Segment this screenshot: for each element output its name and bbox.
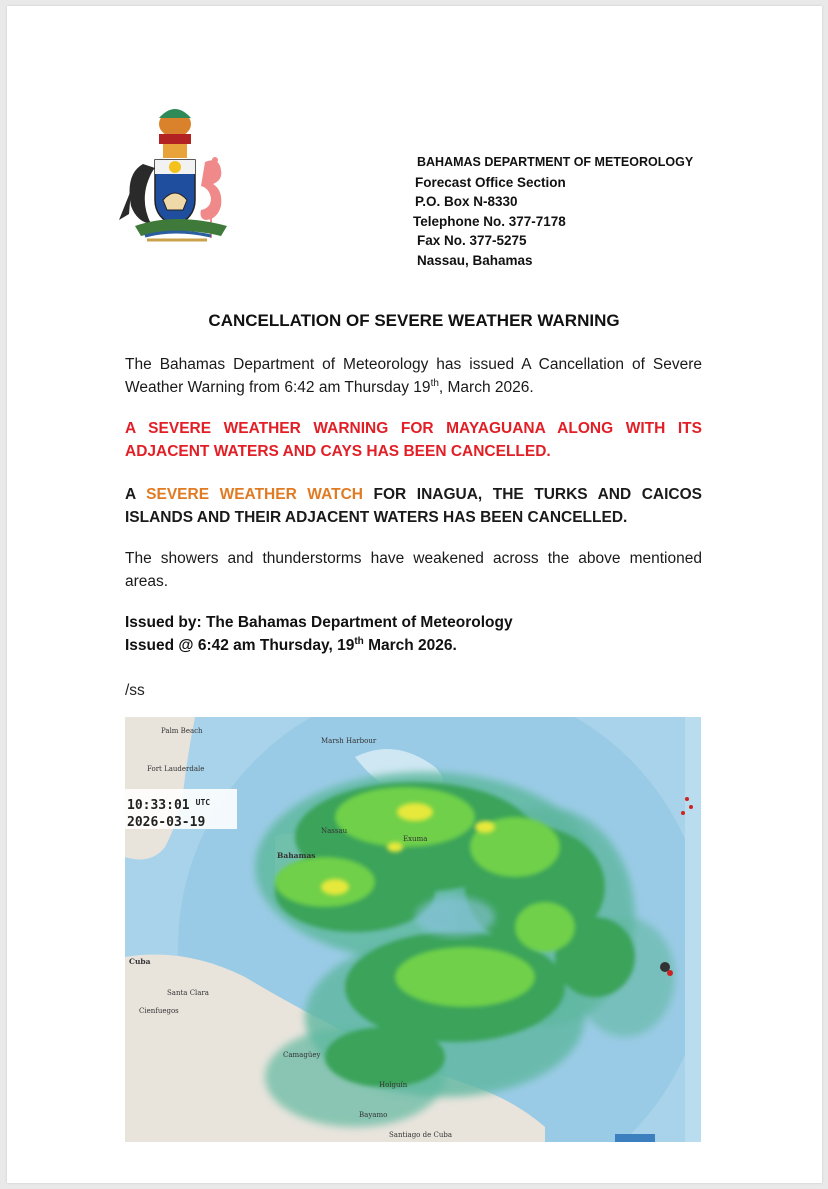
radar-time: 10:33:01: [127, 798, 190, 813]
place-label-nassau: Nassau: [321, 827, 348, 835]
issued-by: Issued by: The Bahamas Department of Meteorology: [125, 614, 513, 631]
place-label-palm-beach: Palm Beach: [161, 727, 203, 735]
watch-lead: A: [125, 486, 147, 503]
severe-weather-watch-highlight: SEVERE WEATHER WATCH: [146, 486, 363, 503]
paragraph1-end: , March 2026.: [438, 379, 534, 396]
paragraph1-text: The Bahamas Department of Meteorology has issued A Cancellation of Severe Weather Warning from 6:42 am Thursday 19: [125, 356, 702, 396]
warning-cancelled-paragraph: A SEVERE WEATHER WARNING FOR MAYAGUANA ALONG WITH ITS ADJACENT WATERS AND CAYS HAS BEEN CANCELLED.: [125, 420, 702, 460]
issued-at-end: March 2026.: [363, 637, 457, 654]
bahamas-coat-of-arms-emblem: [115, 104, 241, 246]
telephone-number: Telephone No. 377-7178: [413, 213, 566, 229]
issued-at-ordinal: th: [354, 635, 364, 647]
signoff-initials: /ss: [125, 682, 145, 699]
place-label-cuba: Cuba: [129, 957, 151, 966]
fax-number: Fax No. 377-5275: [417, 233, 527, 249]
place-label-fort-lauderdale: Fort Lauderdale: [147, 765, 205, 773]
place-label-santiago-de-cuba: Santiago de Cuba: [389, 1131, 452, 1139]
watch-cancelled-paragraph: [125, 483, 702, 529]
radar-map-graphic: [125, 717, 701, 1142]
place-label-holguin: Holguín: [379, 1081, 408, 1089]
forecast-section: Forecast Office Section: [415, 174, 566, 190]
place-label-bayamo: Bayamo: [359, 1111, 388, 1119]
document-title: CANCELLATION OF SEVERE WEATHER WARNING: [208, 311, 620, 330]
radar-timestamp: [125, 789, 237, 829]
document-page: [7, 6, 822, 1183]
issued-block: [125, 611, 513, 657]
office-location: Nassau, Bahamas: [417, 252, 533, 268]
place-label-marsh-harbour: Marsh Harbour: [321, 737, 377, 745]
issued-at: [125, 634, 513, 657]
watch-rest: FOR INAGUA, THE TURKS AND CAICOS ISLANDS AND THEIR ADJACENT WATERS HAS BEEN CANCELLED.: [125, 486, 702, 526]
place-label-camaguey: Camagüey: [283, 1051, 321, 1059]
place-label-bahamas: Bahamas: [277, 851, 316, 860]
radar-time-zone: UTC: [195, 798, 211, 807]
cancellation-paragraph: [125, 353, 702, 399]
department-name: BAHAMAS DEPARTMENT OF METEOROLOGY: [417, 155, 694, 169]
place-label-santa-clara: Santa Clara: [167, 989, 209, 997]
place-label-cienfuegos: Cienfuegos: [139, 1007, 179, 1015]
place-label-exuma: Exuma: [403, 835, 428, 843]
radar-date: 2026-03-19: [127, 815, 206, 830]
letterhead-address-block: [415, 153, 693, 271]
radar-map-image: [125, 717, 701, 1142]
issued-at-text: Issued @ 6:42 am Thursday, 19: [125, 637, 355, 654]
conditions-paragraph: The showers and thunderstorms have weakened across the above mentioned areas.: [125, 550, 702, 590]
po-box: P.O. Box N-8330: [415, 194, 518, 210]
radar-time-row: [127, 794, 237, 814]
paragraph1-ordinal: th: [430, 377, 439, 389]
